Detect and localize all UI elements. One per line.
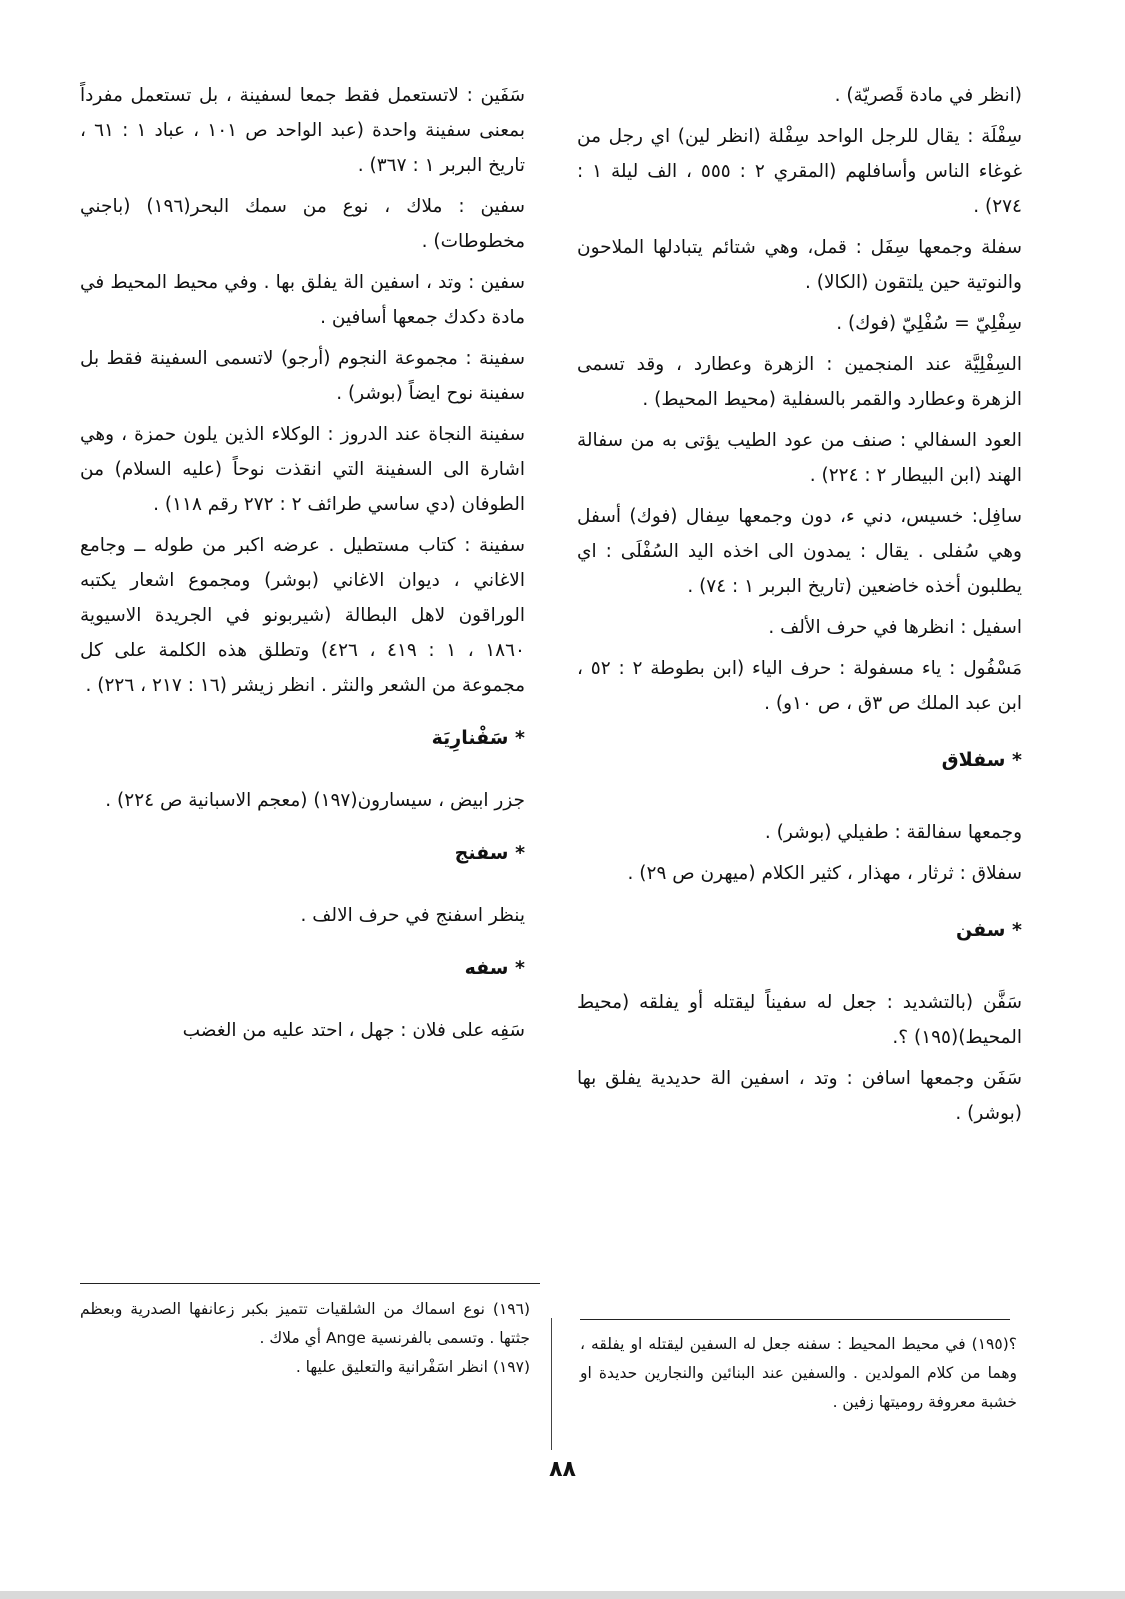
right-column [577,78,1022,1137]
entry: سفلاق : ثرثار ، مهذار ، كثير الكلام (ميهرن ص ٢٩) . [627,863,1022,884]
entry: سَفَين : لاتستعمل فقط جمعا لسفينة ، بل تستعمل مفرداً بمعنى سفينة واحدة (عبد الواحد ص ١٠١ ، عباد ١ : ٦١ ، تاريخ البربر ١ : ٣٦٧) . [80,85,526,176]
entry: سِفْلَة : يقال للرجل الواحد سِفْلة (انظر لين) اي رجل من غوغاء الناس وأسافلهم (المقري ٢ : ٥٥٥ ، الف ليلة ١ : ٢٧٤) . [577,126,1022,217]
headword-sfnaria: * سَفْنارِيَة [431,727,525,749]
entry: سافِل: خسيس، دني ء، دون وجمعها سِفال (فوك) أسفل وهي سُفلى . يقال : يمدون الى اخذه اليد السُفْلَى : اي يطلبون أخذه خاضعين (تاريخ البربر ١ : ٧٤) . [577,506,1022,597]
headword-block [577,915,1022,945]
entry: مَسْفُول : ياء مسفولة : حرف الياء (ابن بطوطة ٢ : ٥٢ ، ابن عبد الملك ص ٣ق ، ص ١٠و) . [577,658,1022,714]
headword-block [80,953,525,983]
headword-block [80,723,525,753]
entry: سفينة : مجموعة النجوم (أرجو) لاتسمى السفينة فقط بل سفينة نوح ايضاً (بوشر) . [80,348,525,404]
entry: سَفَن وجمعها اسافن : وتد ، اسفين الة حديدية يفلق بها (بوشر) . [577,1068,1022,1124]
footnote-195: ؟(١٩٥) في محيط المحيط : سفنه جعل له السفين ليقتله او يفلقه ، وهما من كلام المولدين . والسفين عند البنائين والنجارين حديدة او خشبة معروفة روميتها زفين . [580,1335,1017,1411]
headword-block [80,838,525,868]
entry: جزر ابيض ، سيسارون(١٩٧) (معجم الاسبانية ص ٢٢٤) . [105,790,525,811]
entry: سفلة وجمعها سِفَل : قمل، وهي شتائم يتبادلها الملاحون والنوتية حين يلتقون (الكالا) . [577,237,1022,293]
headword-block [577,745,1022,775]
entry: ينظر اسفنج في حرف الالف . [300,905,525,926]
footnotes-left [80,1295,530,1382]
entry: (انظر في مادة قَصريّة) . [834,85,1022,106]
entry: السِفْلِيَّة عند المنجمين : الزهرة وعطارد ، وقد تسمى الزهرة وعطارد والقمر بالسفلية (محيط المحيط) . [577,354,1022,410]
entry: اسفيل : انظرها في حرف الألف . [768,617,1022,638]
headword-sfn: * سفن [955,919,1022,941]
footnote-rule-left [80,1283,540,1284]
page-number: ٨٨ [549,1457,576,1482]
entry: سفينة : كتاب مستطيل . عرضه اكبر من طوله ــ وجامع الاغاني ، ديوان الاغاني (بوشر) ومجموع اشعار يكتبه الوراقون لاهل البطالة (شيربونو في الجريدة الاسيوية ١٨٦٠ ، ١ : ٤١٩ ، ٤٢٦) وتطلق هذه الكلمة على كل مجموعة من الشعر والنثر . انظر زيشر (١٦ : ٢١٧ ، ٢٢٦) . [80,535,525,696]
headword-sflaq: * سفلاق [941,749,1022,771]
footnote-rule-right [580,1319,1010,1320]
entry: سفينة النجاة عند الدروز : الوكلاء الذين يلون حمزة ، وهي اشارة الى السفينة التي انقذت نوحاً (عليه السلام) من الطوفان (دي ساسي طرائف ٢ : ٢٧٢ رقم ١١٨) . [80,424,525,515]
entry: سفين : ملاك ، نوع من سمك البحر(١٩٦) (باجني مخطوطات) . [80,196,525,252]
entry: سَفِه على فلان : جهل ، احتد عليه من الغضب [182,1020,525,1041]
entry: العود السفالي : صنف من عود الطيب يؤتى به من سفالة الهند (ابن البيطار ٢ : ٢٢٤) . [577,430,1022,486]
entry: وجمعها سفالقة : طفيلي (بوشر) . [764,822,1022,843]
column-divider [551,1318,552,1450]
scan-edge [0,1591,1125,1599]
headword-sfh: * سفه [464,957,525,979]
entry: سَفَّن (بالتشديد : جعل له سفيناً ليقتله أو يفلقه (محيط المحيط)(١٩٥) ؟. [577,992,1022,1048]
left-column [80,78,525,1054]
footnote-196: (١٩٦) نوع اسماك من الشلقيات تتميز بكبر زعانفها الصدرية وبعظم جثتها . وتسمى بالفرنسية Ange أي ملاك . [80,1300,530,1347]
entry: سِفْلِيّ = سُفْلِيّ (فوك) . [836,313,1022,334]
headword-sfnj: * سفنج [454,842,525,864]
footnote-197: (١٩٧) انظر اسَفْرانية والتعليق عليها . [295,1358,530,1376]
entry: سفين : وتد ، اسفين الة يفلق بها . وفي محيط المحيط في مادة دكدك جمعها أسافين . [80,272,525,328]
